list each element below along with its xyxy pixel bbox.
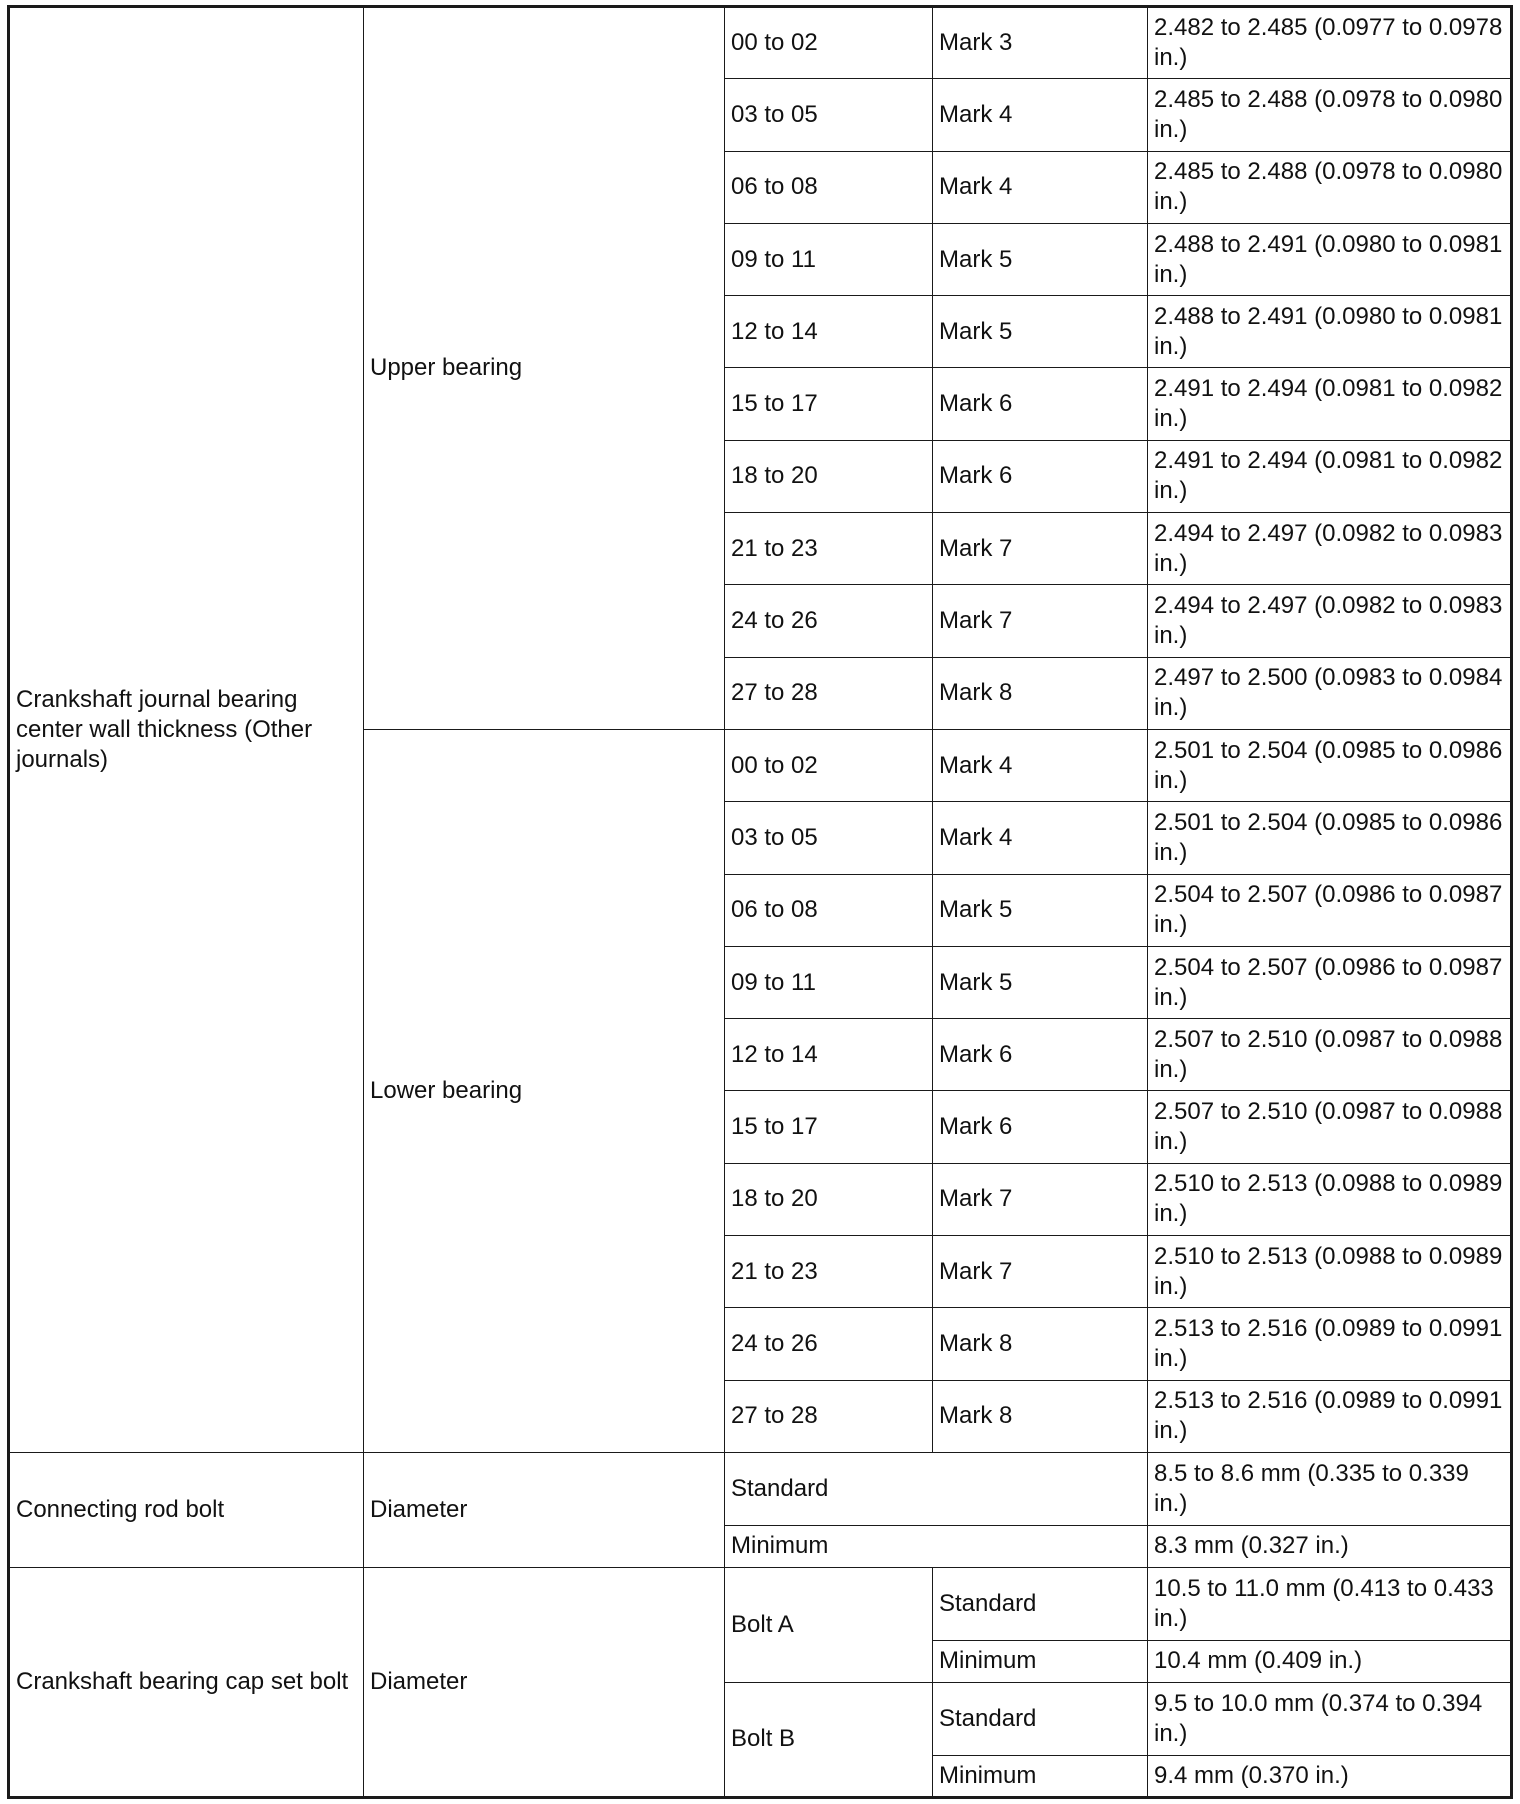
journal-mark-cell: Mark 8 (933, 1380, 1148, 1452)
journal-thickness-cell: 2.488 to 2.491 (0.0980 to 0.0981 in.) (1148, 296, 1512, 368)
journal-thickness-cell: 2.488 to 2.491 (0.0980 to 0.0981 in.) (1148, 223, 1512, 295)
journal-mark-cell: Mark 7 (933, 513, 1148, 585)
journal-range-cell: 27 to 28 (725, 657, 933, 729)
journal-mark-cell: Mark 4 (933, 79, 1148, 151)
journal-thickness-cell: 2.501 to 2.504 (0.0985 to 0.0986 in.) (1148, 729, 1512, 801)
cap-bolt-b-standard-value: 9.5 to 10.0 mm (0.374 to 0.394 in.) (1148, 1682, 1512, 1755)
journal-thickness-cell: 2.507 to 2.510 (0.0987 to 0.0988 in.) (1148, 1091, 1512, 1163)
cap-bolt-a-standard-label: Standard (933, 1567, 1148, 1640)
journal-thickness-cell: 2.501 to 2.504 (0.0985 to 0.0986 in.) (1148, 802, 1512, 874)
journal-mark-cell: Mark 8 (933, 1308, 1148, 1380)
journal-mark-cell: Mark 6 (933, 368, 1148, 440)
journal-thickness-cell: 2.497 to 2.500 (0.0983 to 0.0984 in.) (1148, 657, 1512, 729)
cap-bolt-a-minimum-value: 10.4 mm (0.409 in.) (1148, 1640, 1512, 1682)
journal-range-cell: 27 to 28 (725, 1380, 933, 1452)
journal-range-cell: 00 to 02 (725, 729, 933, 801)
cap-bolt-b-minimum-label: Minimum (933, 1755, 1148, 1797)
journal-mark-cell: Mark 7 (933, 585, 1148, 657)
journal-thickness-cell: 2.510 to 2.513 (0.0988 to 0.0989 in.) (1148, 1163, 1512, 1235)
cap-bolt-a-minimum-label: Minimum (933, 1640, 1148, 1682)
journal-mark-cell: Mark 5 (933, 946, 1148, 1018)
journal-range-cell: 06 to 08 (725, 874, 933, 946)
journal-mark-cell: Mark 3 (933, 7, 1148, 79)
cap-bolt-a-label: Bolt A (725, 1567, 933, 1682)
journal-thickness-cell: 2.504 to 2.507 (0.0986 to 0.0987 in.) (1148, 946, 1512, 1018)
journal-thickness-cell: 2.513 to 2.516 (0.0989 to 0.0991 in.) (1148, 1380, 1512, 1452)
journal-mark-cell: Mark 6 (933, 1091, 1148, 1163)
journal-range-cell: 12 to 14 (725, 296, 933, 368)
journal-mark-cell: Mark 5 (933, 874, 1148, 946)
journal-mark-cell: Mark 8 (933, 657, 1148, 729)
journal-thickness-cell: 2.513 to 2.516 (0.0989 to 0.0991 in.) (1148, 1308, 1512, 1380)
journal-item-cell: Crankshaft journal bearing center wall thickness (Other journals) (9, 7, 364, 1453)
journal-row (9, 7, 1512, 79)
journal-thickness-cell: 2.510 to 2.513 (0.0988 to 0.0989 in.) (1148, 1236, 1512, 1308)
rod-bolt-standard-row (9, 1452, 1512, 1525)
cap-bolt-b-minimum-value: 9.4 mm (0.370 in.) (1148, 1755, 1512, 1797)
specification-table-body (9, 7, 1512, 1798)
journal-range-cell: 15 to 17 (725, 368, 933, 440)
journal-range-cell: 09 to 11 (725, 946, 933, 1018)
cap-bolt-b-label: Bolt B (725, 1682, 933, 1797)
journal-thickness-cell: 2.491 to 2.494 (0.0981 to 0.0982 in.) (1148, 440, 1512, 512)
journal-range-cell: 24 to 26 (725, 1308, 933, 1380)
rod-bolt-item-cell: Connecting rod bolt (9, 1452, 364, 1567)
cap-bolt-a-standard-value: 10.5 to 11.0 mm (0.413 to 0.433 in.) (1148, 1567, 1512, 1640)
rod-bolt-minimum-value: 8.3 mm (0.327 in.) (1148, 1525, 1512, 1567)
lower-bearing-label: Lower bearing (364, 729, 725, 1452)
journal-mark-cell: Mark 5 (933, 296, 1148, 368)
journal-thickness-cell: 2.485 to 2.488 (0.0978 to 0.0980 in.) (1148, 151, 1512, 223)
journal-thickness-cell: 2.491 to 2.494 (0.0981 to 0.0982 in.) (1148, 368, 1512, 440)
rod-bolt-standard-value: 8.5 to 8.6 mm (0.335 to 0.339 in.) (1148, 1452, 1512, 1525)
journal-range-cell: 21 to 23 (725, 513, 933, 585)
journal-range-cell: 00 to 02 (725, 7, 933, 79)
journal-mark-cell: Mark 5 (933, 223, 1148, 295)
journal-range-cell: 03 to 05 (725, 79, 933, 151)
rod-bolt-param-cell: Diameter (364, 1452, 725, 1567)
journal-mark-cell: Mark 7 (933, 1163, 1148, 1235)
rod-bolt-standard-label: Standard (725, 1452, 1148, 1525)
rod-bolt-minimum-label: Minimum (725, 1525, 1148, 1567)
journal-mark-cell: Mark 6 (933, 1019, 1148, 1091)
journal-mark-cell: Mark 4 (933, 729, 1148, 801)
journal-mark-cell: Mark 4 (933, 802, 1148, 874)
journal-range-cell: 06 to 08 (725, 151, 933, 223)
upper-bearing-label: Upper bearing (364, 7, 725, 730)
journal-range-cell: 24 to 26 (725, 585, 933, 657)
cap-bolt-a-standard-row (9, 1567, 1512, 1640)
cap-bolt-param-cell: Diameter (364, 1567, 725, 1797)
journal-thickness-cell: 2.494 to 2.497 (0.0982 to 0.0983 in.) (1148, 513, 1512, 585)
journal-mark-cell: Mark 6 (933, 440, 1148, 512)
journal-range-cell: 12 to 14 (725, 1019, 933, 1091)
journal-range-cell: 18 to 20 (725, 1163, 933, 1235)
journal-thickness-cell: 2.504 to 2.507 (0.0986 to 0.0987 in.) (1148, 874, 1512, 946)
journal-mark-cell: Mark 4 (933, 151, 1148, 223)
journal-range-cell: 03 to 05 (725, 802, 933, 874)
journal-range-cell: 18 to 20 (725, 440, 933, 512)
journal-thickness-cell: 2.507 to 2.510 (0.0987 to 0.0988 in.) (1148, 1019, 1512, 1091)
journal-range-cell: 15 to 17 (725, 1091, 933, 1163)
journal-range-cell: 09 to 11 (725, 223, 933, 295)
specification-table (7, 5, 1513, 1799)
cap-bolt-item-cell: Crankshaft bearing cap set bolt (9, 1567, 364, 1797)
journal-mark-cell: Mark 7 (933, 1236, 1148, 1308)
journal-thickness-cell: 2.494 to 2.497 (0.0982 to 0.0983 in.) (1148, 585, 1512, 657)
journal-thickness-cell: 2.485 to 2.488 (0.0978 to 0.0980 in.) (1148, 79, 1512, 151)
journal-thickness-cell: 2.482 to 2.485 (0.0977 to 0.0978 in.) (1148, 7, 1512, 79)
journal-range-cell: 21 to 23 (725, 1236, 933, 1308)
cap-bolt-b-standard-label: Standard (933, 1682, 1148, 1755)
